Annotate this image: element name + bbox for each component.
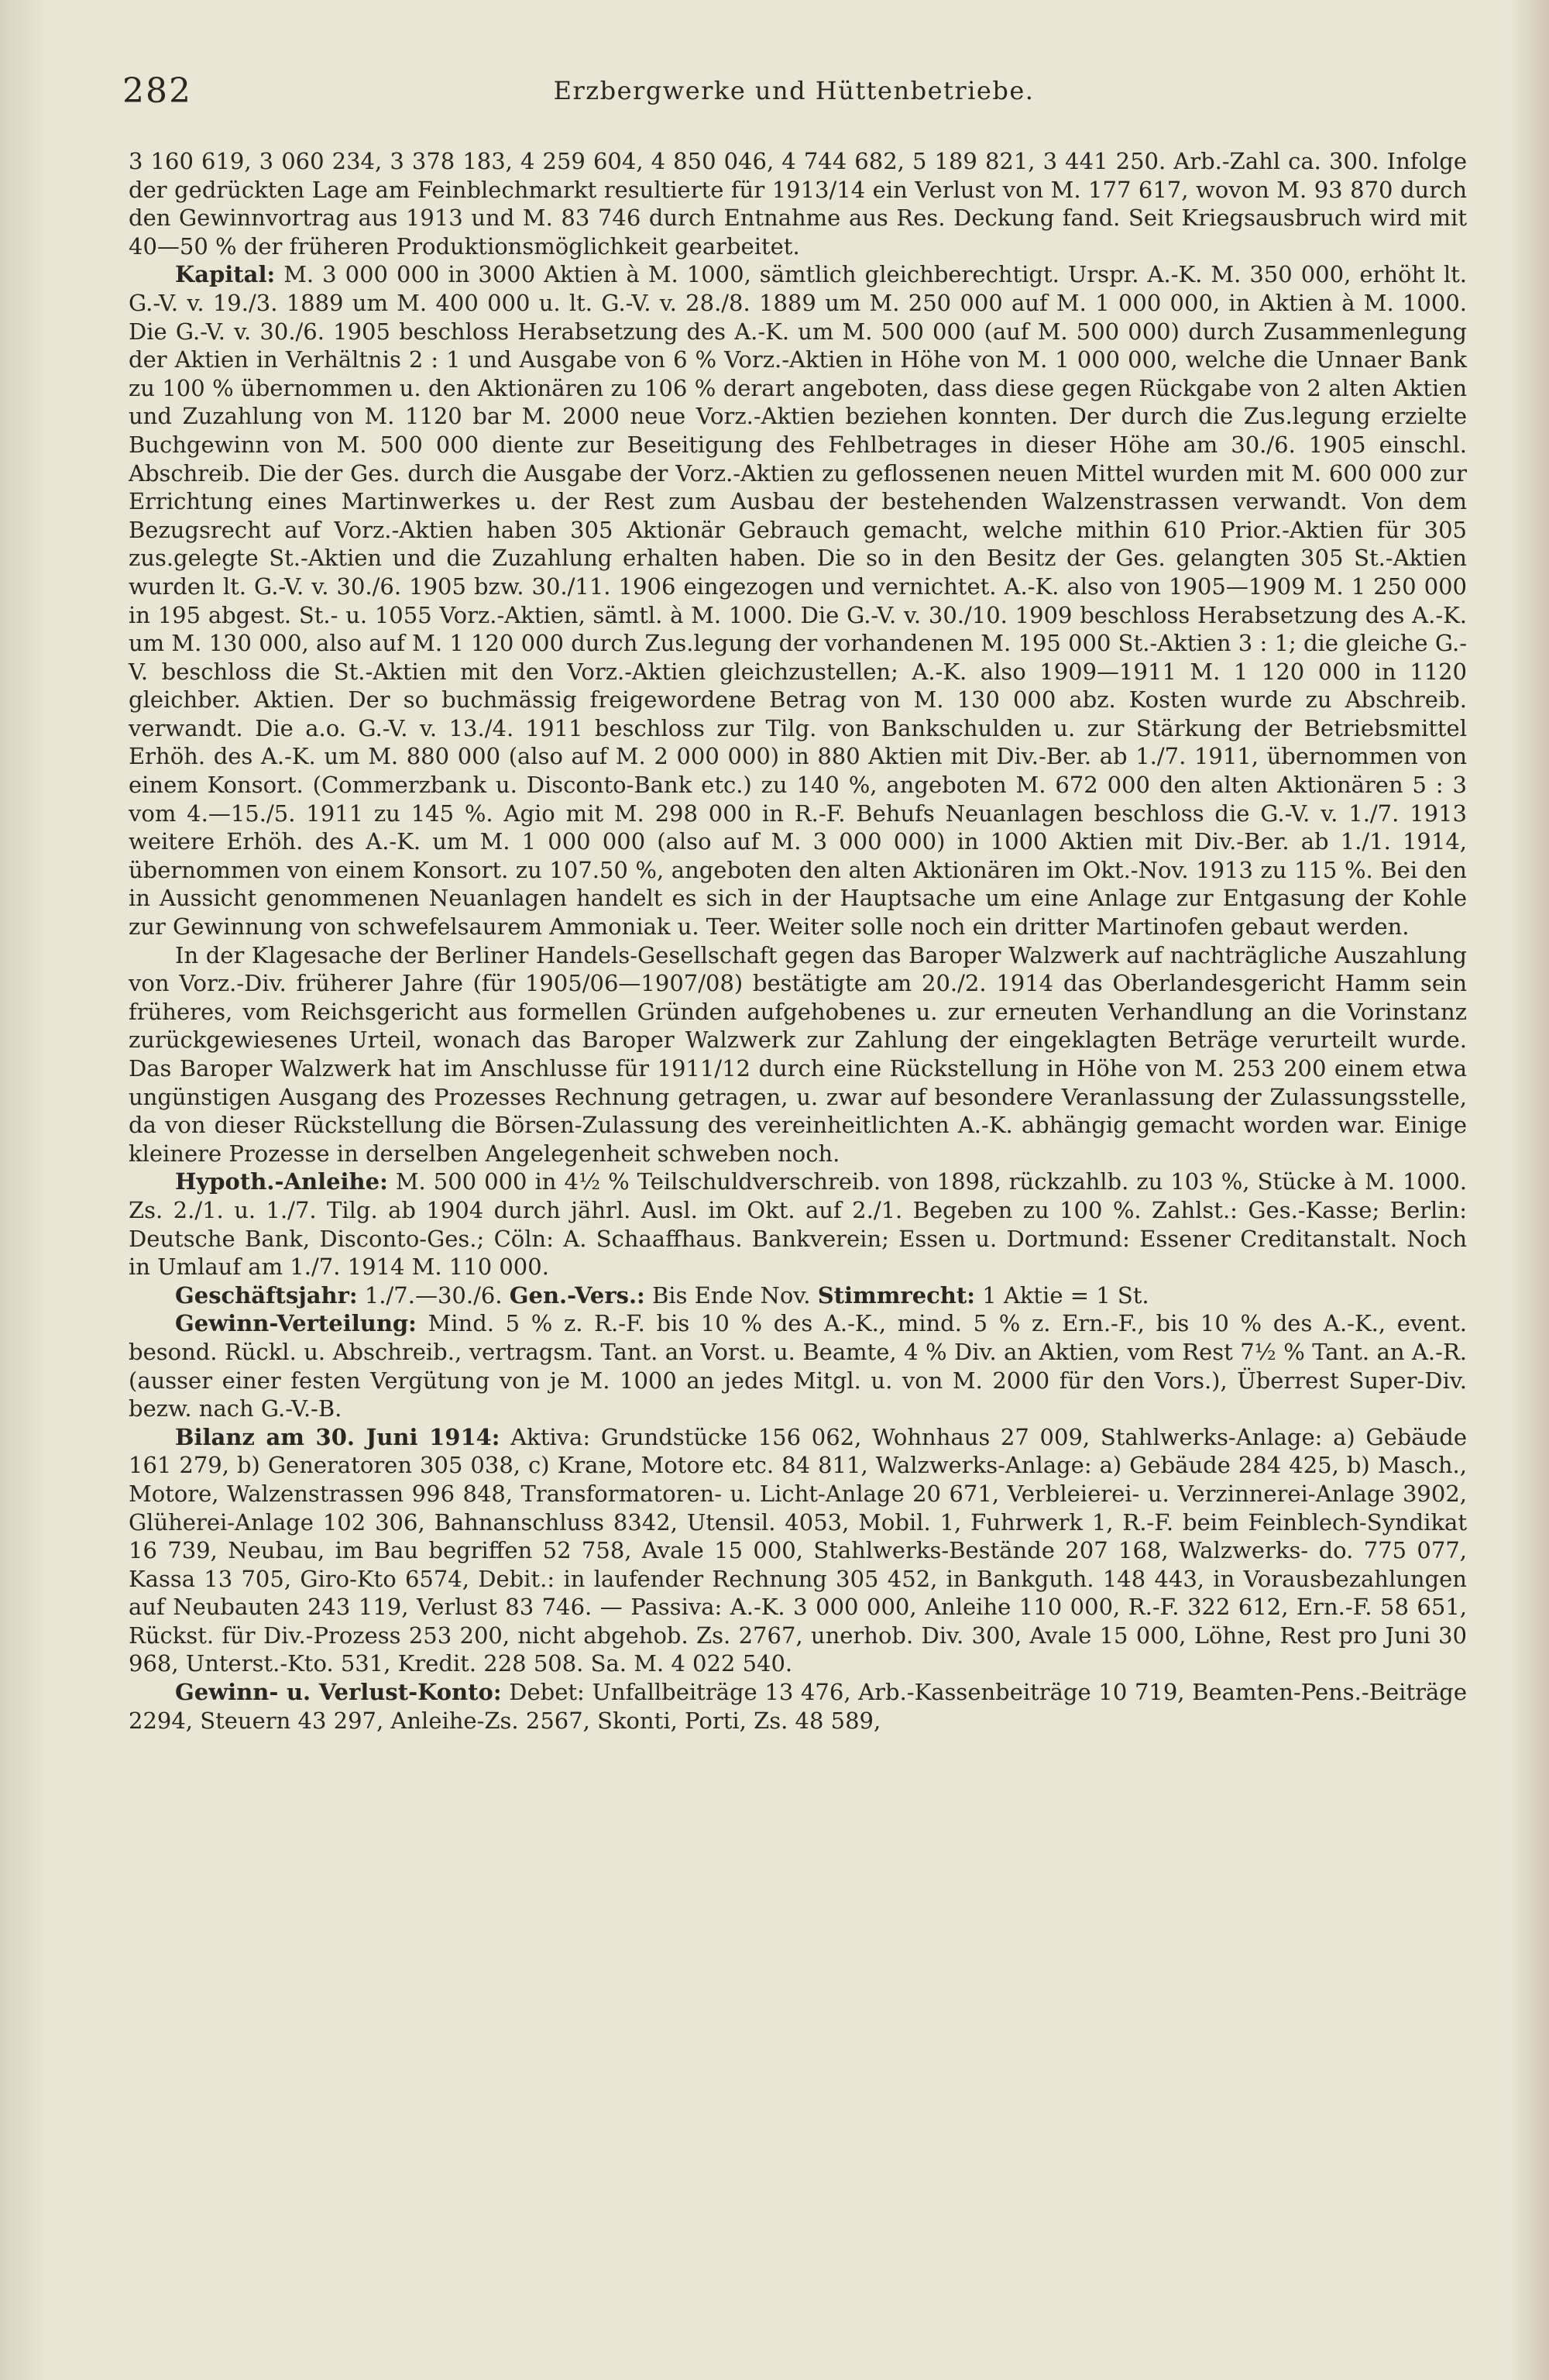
- body-text: [129, 147, 1467, 1735]
- paragraph-anleihe: [129, 1168, 1467, 1281]
- section-label: Geschäftsjahr:: [175, 1281, 358, 1309]
- paragraph-bilanz: [129, 1423, 1467, 1678]
- paragraph-geschaeftsjahr: [129, 1281, 1467, 1310]
- paragraph-text: 3 160 619, 3 060 234, 3 378 183, 4 259 604, 4 850 046, 4 744 682, 5 189 821, 3 441 250. Arb.-Zahl ca. 300. Infolge der gedrückten Lage am Feinblechmarkt resultierte für 1913/14 ein Verlust von M. 177 617, wovon M. 93 870 durch den Gewinnvortrag aus 1913 und M. 83 746 durch Entnahme aus Res. Deckung fand. Seit Kriegsausbruch wird mit 40—50 % der früheren Produktionsmöglichkeit gearbeitet.: [129, 148, 1467, 260]
- running-title: Erzbergwerke und Hüttenbetriebe.: [553, 76, 1035, 105]
- section-label: Kapital:: [175, 261, 276, 288]
- paragraph-production: [129, 147, 1467, 260]
- section-label: Bilanz am 30. Juni 1914:: [175, 1423, 500, 1450]
- paragraph-text: Aktiva: Grundstücke 156 062, Wohnhaus 27 009, Stahlwerks-Anlage: a) Gebäude 161 279, b) Generatoren 305 038, c) Krane, Motore etc. 84 811, Walzwerks-Anlage: a) Gebäude 284 425, b) Masch., Motore, Walzenstrassen 996 848, Transformatoren- u. Licht-Anlage 20 671, Verbleierei- u. Verzinnerei-Anlage 3902, Glüherei-Anlage 102 306, Bahnanschluss 8342, Utensil. 4053, Mobil. 1, Fuhrwerk 1, R.-F. beim Feinblech-Syndikat 16 739, Neubau, im Bau begriffen 52 758, Avale 15 000, Stahlwerks-Bestände 207 168, Walzwerks- do. 775 077, Kassa 13 705, Giro-Kto 6574, Debit.: in laufender Rechnung 305 452, in Bankguth. 148 443, in Vorausbezahlungen auf Neubauten 243 119, Verlust 83 746. — Passiva: A.-K. 3 000 000, Anleihe 110 000, R.-F. 322 612, Ern.-F. 58 651, Rückst. für Div.-Prozess 253 200, nicht abgehob. Zs. 2767, unerhob. Div. 300, Avale 15 000, Löhne, Rest pro Juni 30 968, Unterst.-Kto. 531, Kredit. 228 508. Sa. M. 4 022 540.: [129, 1423, 1467, 1677]
- paragraph-text: M. 3 000 000 in 3000 Aktien à M. 1000, sämtlich gleichberechtigt. Urspr. A.-K. M. 350 000, erhöht lt. G.-V. v. 19./3. 1889 um M. 400 000 u. lt. G.-V. v. 28./8. 1889 um M. 250 000 auf M. 1 000 000, in Aktien à M. 1000. Die G.-V. v. 30./6. 1905 beschloss Herabsetzung des A.-K. um M. 500 000 (auf M. 500 000) durch Zusammenlegung der Aktien in Verhältnis 2 : 1 und Ausgabe von 6 % Vorz.-Aktien in Höhe von M. 1 000 000, welche die Unnaer Bank zu 100 % übernommen u. den Aktionären zu 106 % derart angeboten, dass diese gegen Rückgabe von 2 alten Aktien und Zuzahlung von M. 1120 bar M. 2000 neue Vorz.-Aktien beziehen konnten. Der durch die Zus.legung erzielte Buchgewinn von M. 500 000 diente zur Beseitigung des Fehlbetrages in dieser Höhe am 30./6. 1905 einschl. Abschreib. Die der Ges. durch die Ausgabe der Vorz.-Aktien zu geflossenen neuen Mittel wurden mit M. 600 000 zur Errichtung eines Martinwerkes u. der Rest zum Ausbau der bestehenden Walzenstrassen verwandt. Von dem Bezugsrecht auf Vorz.-Aktien haben 305 Aktionär Gebrauch gemacht, welche mithin 610 Prior.-Aktien für 305 zus.gelegte St.-Aktien und die Zuzahlung erhalten haben. Die so in den Besitz der Ges. gelangten 305 St.-Aktien wurden lt. G.-V. v. 30./6. 1905 bzw. 30./11. 1906 eingezogen und vernichtet. A.-K. also von 1905—1909 M. 1 250 000 in 195 abgest. St.- u. 1055 Vorz.-Aktien, sämtl. à M. 1000. Die G.-V. v. 30./10. 1909 beschloss Herabsetzung des A.-K. um M. 130 000, also auf M. 1 120 000 durch Zus.legung der vorhandenen M. 195 000 St.-Aktien 3 : 1; die gleiche G.-V. beschloss die St.-Aktien mit den Vorz.-Aktien gleichzustellen; A.-K. also 1909—1911 M. 1 120 000 in 1120 gleichber. Aktien. Der so buchmässig freigewordene Betrag von M. 130 000 abz. Kosten wurde zu Abschreib. verwandt. Die a.o. G.-V. v. 13./4. 1911 beschloss zur Tilg. von Bankschulden u. zur Stärkung der Betriebsmittel Erhöh. des A.-K. um M. 880 000 (also auf M. 2 000 000) in 880 Aktien mit Div.-Ber. ab 1./7. 1911, übernommen von einem Konsort. (Commerzbank u. Disconto-Bank etc.) zu 140 %, angeboten M. 672 000 den alten Aktionären 5 : 3 vom 4.—15./5. 1911 zu 145 %. Agio mit M. 298 000 in R.-F. Behufs Neuanlagen beschloss die G.-V. v. 1./7. 1913 weitere Erhöh. des A.-K. um M. 1 000 000 (also auf M. 3 000 000) in 1000 Aktien mit Div.-Ber. ab 1./1. 1914, übernommen von einem Konsort. zu 107.50 %, angeboten den alten Aktionären im Okt.-Nov. 1913 zu 115 %. Bei den in Aussicht genommenen Neuanlagen handelt es sich in der Hauptsache um eine Anlage zur Entgasung der Kohle zur Gewinnung von schwefelsaurem Ammoniak u. Teer. Weiter solle noch ein dritter Martinofen gebaut werden.: [129, 261, 1467, 941]
- page-number: 282: [122, 71, 192, 111]
- paragraph-text: Debet: Unfallbeiträge 13 476, Arb.-Kassenbeiträge 10 719, Beamten-Pens.-Beiträge 2294, Steuern 43 297, Anleihe-Zs. 2567, Skonti, Porti, Zs. 48 589,: [129, 1679, 1467, 1734]
- paragraph-text: 1./7.—30./6.: [357, 1281, 510, 1309]
- paragraph-text: Mind. 5 % z. R.-F. bis 10 % des A.-K., mind. 5 % z. Ern.-F., bis 10 % des A.-K., event. besond. Rückl. u. Abschreib., vertragsm. Tant. an Vorst. u. Beamte, 4 % Div. an Aktien, vom Rest 7½ % Tant. an A.-R. (ausser einer festen Vergütung von je M. 1000 an jedes Mitgl. u. von M. 2000 für den Vors.), Überrest Super-Div. bezw. nach G.-V.-B.: [129, 1310, 1467, 1422]
- section-label: Gewinn-Verteilung:: [175, 1310, 417, 1337]
- section-label: Stimmrecht:: [817, 1281, 975, 1309]
- page-header: [122, 71, 1465, 118]
- right-edge-shadow: [1510, 0, 1549, 2380]
- paragraph-text: 1 Aktie = 1 St.: [975, 1281, 1149, 1309]
- paragraph-text: In der Klagesache der Berliner Handels-Gesellschaft gegen das Baroper Walzwerk auf nachträgliche Auszahlung von Vorz.-Div. früherer Jahre (für 1905/06—1907/08) bestätigte am 20./2. 1914 das Oberlandesgericht Hamm sein früheres, vom Reichsgericht aus formellen Gründen aufgehobenes u. zur erneuten Verhandlung an die Vorinstanz zurückgewiesenes Urteil, wonach das Baroper Walzwerk zur Zahlung der eingeklagten Beträge verurteilt wurde. Das Baroper Walzwerk hat im Anschlusse für 1911/12 durch eine Rückstellung in Höhe von M. 253 200 einem etwa ungünstigen Ausgang des Prozesses Rechnung getragen, u. zwar auf besondere Veranlassung der Zulassungsstelle, da von dieser Rückstellung die Börsen-Zulassung des vereinheitlichten A.-K. abhängig gemacht worden war. Einige kleinere Prozesse in derselben Angelegenheit schweben noch.: [129, 941, 1467, 1167]
- paragraph-gewinn-verlust: [129, 1678, 1467, 1735]
- paragraph-klagesache: [129, 941, 1467, 1168]
- paragraph-text: Bis Ende Nov.: [644, 1281, 818, 1309]
- paragraph-text: M. 500 000 in 4½ % Teilschuldverschreib. von 1898, rückzahlb. zu 103 %, Stücke à M. 1000. Zs. 2./1. u. 1./7. Tilg. ab 1904 durch jährl. Ausl. im Okt. auf 2./1. Begeben zu 100 %. Zahlst.: Ges.-Kasse; Berlin: Deutsche Bank, Disconto-Ges.; Cöln: A. Schaaffhaus. Bankverein; Essen u. Dortmund: Essener Creditanstalt. Noch in Umlauf am 1./7. 1914 M. 110 000.: [129, 1168, 1467, 1281]
- paragraph-gewinnverteilung: [129, 1309, 1467, 1422]
- left-edge-shadow: [0, 0, 46, 2380]
- paragraph-kapital: [129, 260, 1467, 941]
- section-label: Gewinn- u. Verlust-Konto:: [175, 1679, 502, 1706]
- section-label: Gen.-Vers.:: [509, 1281, 645, 1309]
- section-label: Hypoth.-Anleihe:: [175, 1168, 388, 1195]
